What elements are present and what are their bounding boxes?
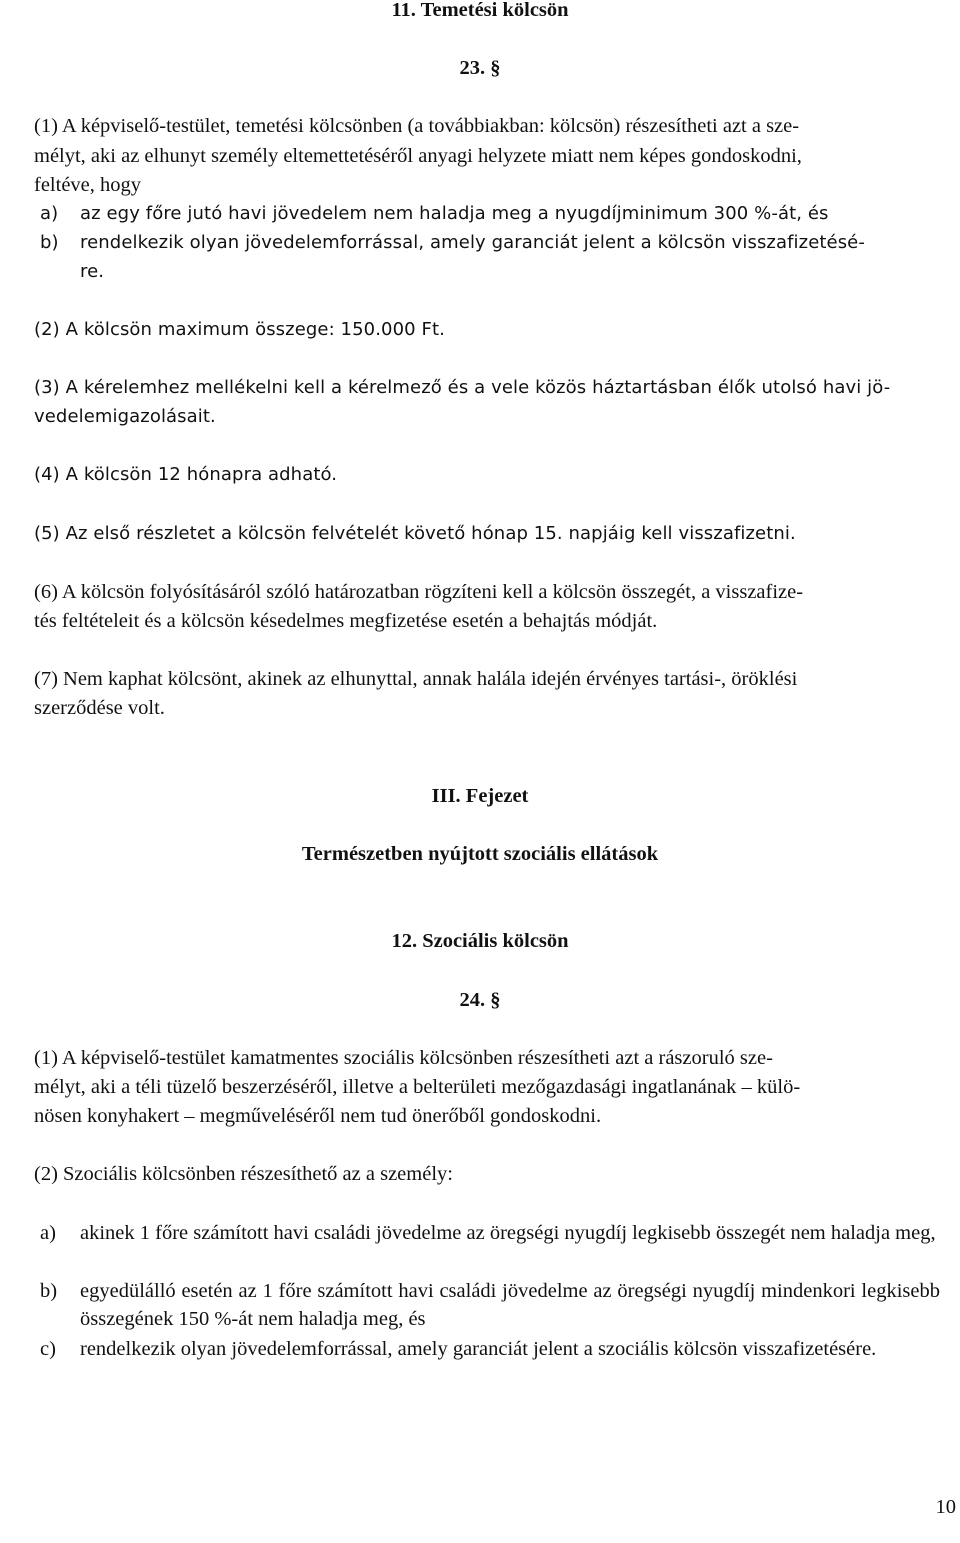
art23-b-line1: rendelkezik olyan jövedelemforrással, amely garanciát jelent a kölcsön visszafizetésé- (80, 232, 865, 253)
art24-p1-line1: (1) A képviselő-testület kamatmentes szociális kölcsönben részesítheti azt a rászoruló sze- (34, 1047, 773, 1069)
chapter-number: III. Fejezet (431, 785, 529, 807)
list-item (40, 1277, 940, 1333)
list-item-label: a) (40, 1222, 56, 1244)
art23-p1-line2: mélyt, aki az elhunyt személy eltemettetéséről anyagi helyzete miatt nem képes gondoskodni, (34, 145, 802, 167)
list-item (40, 1219, 940, 1247)
section-title-11: 11. Temetési kölcsön (391, 0, 569, 21)
art23-p1-line3: feltéve, hogy (34, 174, 142, 196)
art23-p7-line2: szerződése volt. (34, 697, 165, 719)
art23-p1-line1: (1) A képviselő-testület, temetési kölcsönben (a továbbiakban: kölcsön) részesítheti azt a sze- (34, 115, 800, 137)
art23-p6-line1: (6) A kölcsön folyósításáról szóló határozatban rögzíteni kell a kölcsön összegét, a visszafize- (34, 581, 804, 603)
art23-p3-line1: (3) A kérelemhez mellékelni kell a kérelmező és a vele közös háztartásban élők utolsó havi jö- (34, 377, 891, 398)
list-item-text: egyedülálló esetén az 1 főre számított havi családi jövedelme az öregségi nyugdíj mindenkori legkisebb összegének 150 %-át nem haladja meg, és (80, 1280, 940, 1330)
art23-p6-line2: tés feltételeit és a kölcsön késedelmes megfizetése esetén a behajtás módját. (34, 610, 658, 632)
art23-p2: (2) A kölcsön maximum összege: 150.000 Ft. (34, 319, 445, 340)
article-23-heading: 23. § (459, 57, 501, 79)
art24-p1-line2: mélyt, aki a téli tüzelő beszerzéséről, illetve a belterületi mezőgazdasági ingatlanának – külö- (34, 1076, 801, 1098)
section-title-12: 12. Szociális kölcsön (391, 930, 569, 952)
art23-b-label: b) (40, 232, 59, 253)
list-item (40, 1335, 940, 1363)
list-item-text: rendelkezik olyan jövedelemforrással, amely garanciát jelent a szociális kölcsön visszafizetésére. (80, 1338, 877, 1360)
article-24-heading: 24. § (459, 989, 501, 1011)
art23-p5: (5) Az első részletet a kölcsön felvételét követő hónap 15. napjáig kell visszafizetni. (34, 523, 796, 544)
art23-p3-line2: vedelemigazolásait. (34, 406, 216, 427)
art23-a-text: az egy főre jutó havi jövedelem nem haladja meg a nyugdíjminimum 300 %-át, és (80, 203, 829, 224)
art24-p2: (2) Szociális kölcsönben részesíthető az a személy: (34, 1163, 453, 1185)
art23-a-label: a) (40, 203, 59, 224)
art23-p4: (4) A kölcsön 12 hónapra adható. (34, 464, 338, 485)
list-item-label: b) (40, 1280, 58, 1302)
page-number: 10 (935, 1496, 956, 1518)
chapter-title: Természetben nyújtott szociális ellátások (301, 843, 659, 865)
art24-p1-line3: nösen konyhakert – megműveléséről nem tud önerőből gondoskodni. (34, 1105, 602, 1127)
art23-p7-line1: (7) Nem kaphat kölcsönt, akinek az elhunyttal, annak halála idején érvényes tartási-, öröklési (34, 668, 798, 690)
list-item-text: akinek 1 főre számított havi családi jövedelme az öregségi nyugdíj legkisebb összegét nem haladja meg, (80, 1222, 936, 1244)
art23-b-line2: re. (80, 261, 105, 282)
list-item-label: c) (40, 1338, 56, 1360)
